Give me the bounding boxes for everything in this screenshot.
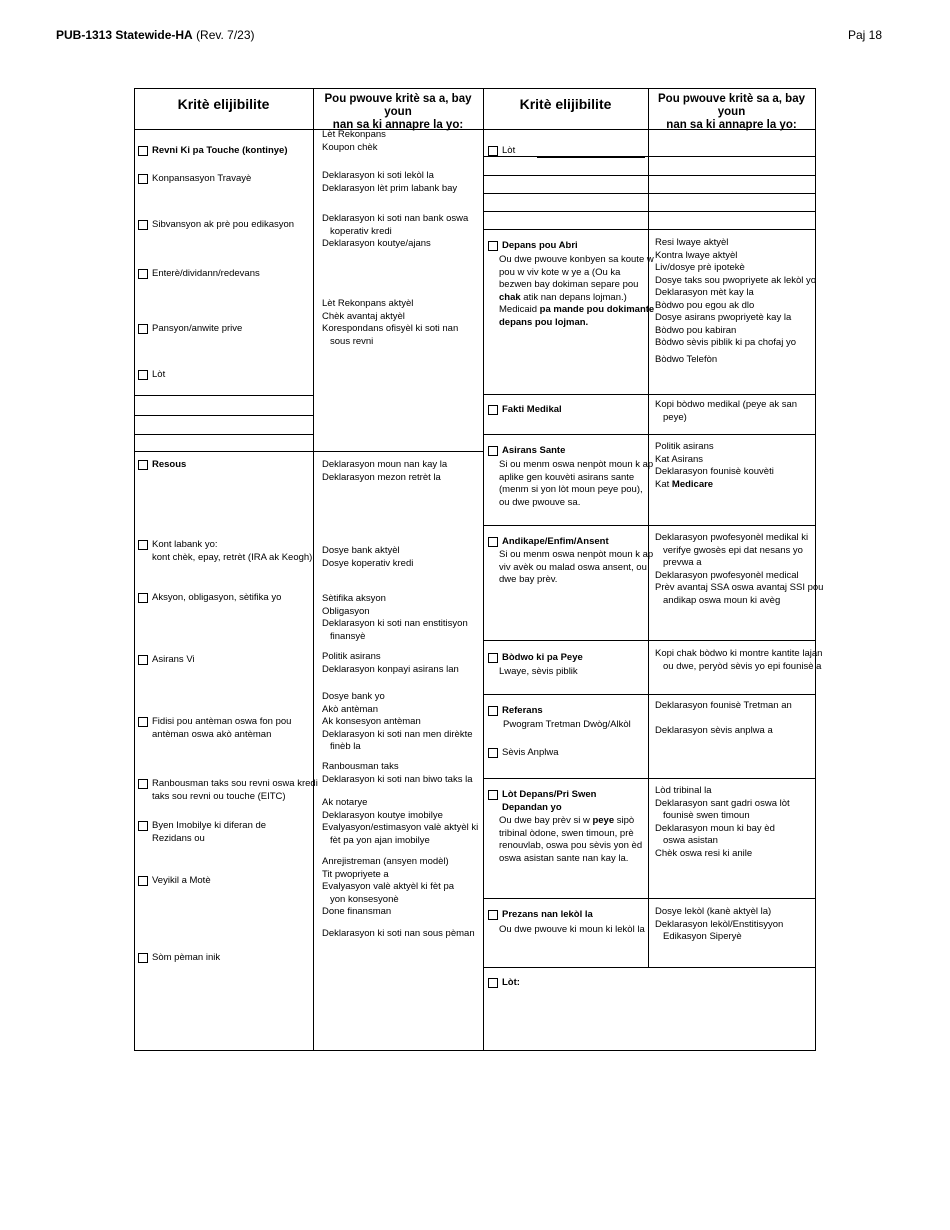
label-other-right: Lòt <box>502 145 516 156</box>
proof-vehicle: Anrejistreman (ansyen modèl) Tit pwopriyete a Evalyasyon valè aktyèl ki fèt pa yon konsesyonè Done finansman <box>322 856 455 917</box>
label-life-ins: Asirans Vi <box>152 654 195 665</box>
label-referral: Referans <box>502 705 543 716</box>
label-real-estate: Byen Imobilye ki diferan de Rezidans ou <box>152 820 267 844</box>
label-income-cont: Revni Ki pa Touche (kontinye) <box>152 145 288 156</box>
proof-pension: Lèt Rekonpans aktyèl Chèk avantaj aktyèl Korespondans ofisyèl ki soti nan sous revni <box>322 298 459 347</box>
proof-unpaid: Kopi chak bòdwo ki montre kantite lajan ou dwe, peryòd sèvis yo epi founisè a <box>655 648 823 672</box>
proof-stocks: Sètifika aksyon Obligasyon Deklarasyon ki soti nan enstitisyon finansyè <box>322 593 468 642</box>
label-school: Prezans nan lekòl la <box>502 909 593 920</box>
label-shelter: Depans pou Abri <box>502 240 578 251</box>
label-other2: Lòt: <box>502 977 520 988</box>
label-disability: Andikape/Enfim/Ansent <box>502 536 609 547</box>
referral-description: Pwogram Tretman Dwòg/Alkòl <box>503 719 631 730</box>
checkbox-health-ins[interactable] <box>488 446 498 456</box>
label-resources: Resous <box>152 459 187 470</box>
checkbox-referral[interactable] <box>488 706 498 716</box>
checkbox-resources[interactable] <box>138 460 148 470</box>
proof-header-left: Pou pwouve kritè sa a, bay youn nan sa ki annapre la yo: <box>324 93 472 131</box>
proof-real-estate: Ak notarye Deklarasyon koutye imobilye Evalyasyon/estimasyon valè aktyèl ki fèt pa yon ajan imobilye <box>322 797 479 846</box>
checkbox-workers-comp[interactable] <box>138 174 148 184</box>
checkbox-school[interactable] <box>488 910 498 920</box>
checkbox-stocks[interactable] <box>138 593 148 603</box>
checkbox-tax-refund[interactable] <box>138 779 148 789</box>
proof-bank-records: Dosye bank aktyèl Dosye koperativ kredi <box>322 545 414 569</box>
criteria-header-right: Kritè elijibilite <box>519 96 612 112</box>
label-other-left: Lòt <box>152 369 166 380</box>
label-trust: Fidisi pou antèman oswa fon pou antèman oswa akò antèman <box>152 716 292 740</box>
health-ins-description: Si ou menm oswa nenpòt moun k ap aplike gen kouvèti asirans sante (menm si yon lòt moun peye pou), ou dwe pwouve sa. <box>499 459 654 508</box>
checkbox-life-ins[interactable] <box>138 655 148 665</box>
school-description: Ou dwe pwouve ki moun ki lekòl la <box>499 924 645 935</box>
label-stocks: Aksyon, obligasyon, sètifika yo <box>152 592 282 603</box>
label-bank: Kont labank yo: kont chèk, epay, retrèt (IRA ak Keogh) <box>152 539 313 563</box>
checkbox-education-grant[interactable] <box>138 220 148 230</box>
proof-shelter: Resi lwaye aktyèl Kontra lwaye aktyèl Liv/dosye prè ipotekè Dosye taks sou pwopriyete ak lekòl yo Deklarasyon mèt kay la Bòdwo pou egou ak dlo Dosye asirans pwopriyetè kay la Bòdwo pou kabiran Bòdwo sèvis piblik ki pa chofaj yo <box>655 237 817 348</box>
proof-health-ins: Politik asirans Kat Asirans Deklarasyon founisè kouvèti Kat Medicare <box>655 441 774 490</box>
label-health-ins: Asirans Sante <box>502 445 566 456</box>
page-number: Paj 18 <box>847 28 882 42</box>
proof-employment: Deklarasyon sèvis anplwa a <box>655 725 773 736</box>
proof-award-letter: Lèt Rekonpans Koupon chèk <box>322 129 386 153</box>
checkbox-other2[interactable] <box>488 978 498 988</box>
proof-bank-statement: Deklarasyon ki soti nan bank oswa koperativ kredi Deklarasyon koutye/ajans <box>322 213 469 249</box>
proof-disability: Deklarasyon pwofesyonèl medikal ki verifye gwosès epi dat nesans yo prevwa a Deklarasyon pwofesyonèl medical Prèv avantaj SSA oswa avantaj SSI pou andikap oswa moun ki avèg <box>655 532 824 606</box>
label-employment: Sèvis Anplwa <box>502 747 559 758</box>
proof-life-ins: Politik asirans Deklarasyon konpayi asirans lan <box>322 651 459 675</box>
checkbox-real-estate[interactable] <box>138 821 148 831</box>
document-id: PUB-1313 Statewide-HA (Rev. 7/23) <box>56 28 255 42</box>
checkbox-lump-sum[interactable] <box>138 953 148 963</box>
shelter-description: Ou dwe pwouve konbyen sa koute w pou w viv kote w ye a (Ou ka bezwen bay dokiman separe pou chak atik nan depans lojman.) Medicaid pa mande pou dokimante depans pou lojman. <box>499 254 655 328</box>
label-interest: Enterè/dividann/redevans <box>152 268 260 279</box>
proof-header-right: Pou pwouve kritè sa a, bay youn nan sa ki annapre la yo: <box>658 93 805 131</box>
label-medical: Fakti Medikal <box>502 404 562 415</box>
proof-trust: Dosye bank yo Akò antèman Ak konsesyon antèman Deklarasyon ki soti nan men dirèkte finèb la <box>322 691 473 752</box>
checkbox-other-dep[interactable] <box>488 790 498 800</box>
label-other-dep: Lòt Depans/Pri Swen Depandan yo <box>502 789 597 813</box>
label-tax-refund: Ranbousman taks sou revni oswa kredi taks sou revni ou touche (EITC) <box>152 778 318 802</box>
proof-phone: Bòdwo Telefòn <box>655 354 718 365</box>
proof-resources: Deklarasyon moun nan kay la Deklarasyon mezon retrèt la <box>322 459 448 483</box>
checkbox-unpaid[interactable] <box>488 653 498 663</box>
proof-tax-refund: Ranbousman taks Deklarasyon ki soti nan biwo taks la <box>322 761 473 785</box>
checkbox-disability[interactable] <box>488 537 498 547</box>
unpaid-description: Lwaye, sèvis piblik <box>499 666 578 677</box>
criteria-header-left: Kritè elijibilite <box>177 96 270 112</box>
checkbox-trust[interactable] <box>138 717 148 727</box>
other-dep-description: Ou dwe bay prèv si w peye sipò tribinal òdone, swen timoun, prè renouvlab, oswa pou sèvis yon èd oswa asistan sante nan kay la. <box>499 815 643 864</box>
label-unpaid: Bòdwo ki pa Peye <box>502 652 583 663</box>
checkbox-shelter[interactable] <box>488 241 498 251</box>
proof-medical: Kopi bòdwo medikal (peye ak san peye) <box>655 399 798 423</box>
proof-lump-sum: Deklarasyon ki soti nan sous pèman <box>322 928 475 939</box>
checkbox-other-right[interactable] <box>488 146 498 156</box>
label-education-grant: Sibvansyon ak prè pou edikasyon <box>152 219 295 230</box>
revision: (Rev. 7/23) <box>196 28 255 42</box>
checkbox-interest[interactable] <box>138 269 148 279</box>
proof-referral: Deklarasyon founisè Tretman an <box>655 700 792 711</box>
disability-description: Si ou menm oswa nenpòt moun k ap viv avèk ou malad oswa ansent, ou dwe bay prèv. <box>499 549 654 585</box>
checkbox-pension[interactable] <box>138 324 148 334</box>
label-pension: Pansyon/anwite prive <box>152 323 243 334</box>
label-workers-comp: Konpansasyon Travayè <box>152 173 252 184</box>
checkbox-income-cont[interactable] <box>138 146 148 156</box>
proof-school: Dosye lekòl (kanè aktyèl la) Deklarasyon lekòl/Enstitisyyon Edikasyon Siperyè <box>655 906 784 942</box>
checkbox-medical[interactable] <box>488 405 498 415</box>
checkbox-bank[interactable] <box>138 540 148 550</box>
checkbox-other-left[interactable] <box>138 370 148 380</box>
checkbox-vehicle[interactable] <box>138 876 148 886</box>
label-vehicle: Veyikil a Motè <box>152 875 211 886</box>
proof-school: Deklarasyon ki soti lekòl la Deklarasyon lèt prim labank bay <box>322 170 458 194</box>
checkbox-employment[interactable] <box>488 748 498 758</box>
label-lump-sum: Sòm pèman inik <box>152 952 221 963</box>
proof-other-dep: Lòd tribinal la Deklarasyon sant gadri oswa lòt founisè swen timoun Deklarasyon moun ki bay èd oswa asistan Chèk oswa resi ki anile <box>655 785 790 859</box>
